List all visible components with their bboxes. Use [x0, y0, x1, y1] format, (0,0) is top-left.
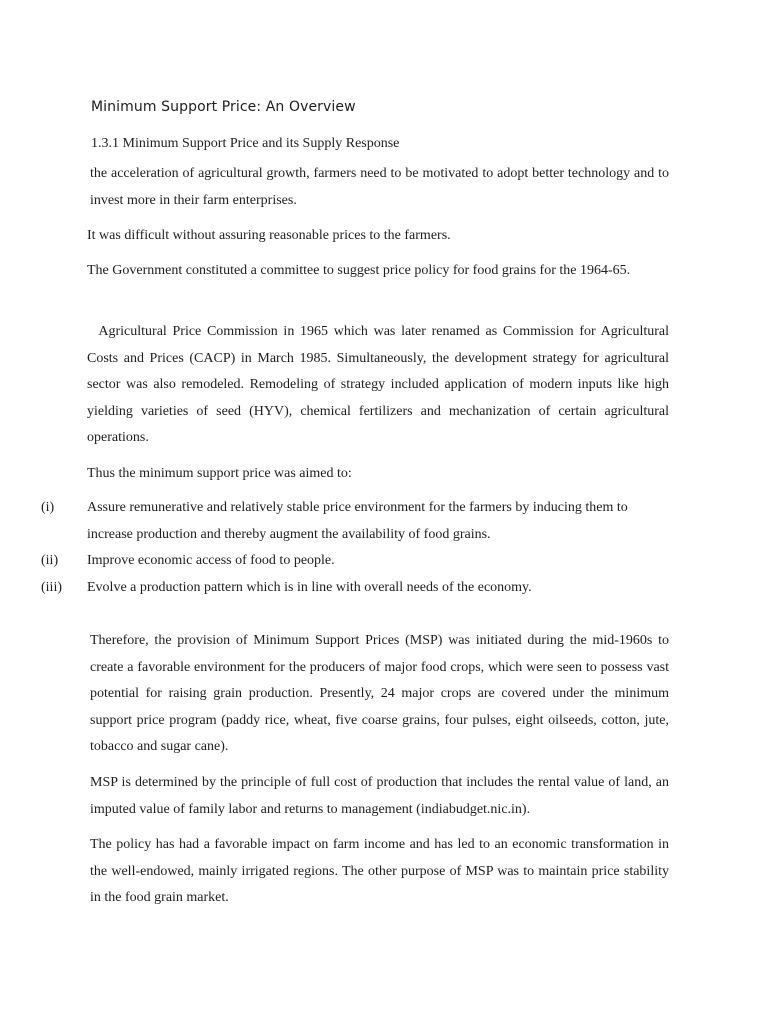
- paragraph-committee: The Government constituted a committee to suggest price policy for food grains for the 1964-65.: [87, 263, 631, 278]
- list-item: [41, 575, 669, 602]
- list-item-text: Improve economic access of food to people.: [87, 553, 335, 568]
- paragraph-msp-determination: MSP is determined by the principle of full cost of production that includes the rental value of land, an imputed value of family labor and returns to management (indiabudget.nic.in).: [90, 775, 669, 817]
- paragraph-aims-intro: Thus the minimum support price was aimed to:: [87, 466, 352, 481]
- list-item-text: Assure remunerative and relatively stable price environment for the farmers by inducing them to increase production and thereby augment the availability of food grains.: [87, 500, 628, 542]
- list-marker: (iii): [41, 579, 62, 595]
- paragraph-policy-impact: The policy has had a favorable impact on farm income and has led to an economic transformation in the well-endowed, mainly irrigated regions. The other purpose of MSP was to maintain price stability in the food grain market.: [90, 837, 669, 905]
- list-marker: (ii): [41, 553, 59, 568]
- document-title: Minimum Support Price: An Overview: [91, 99, 356, 115]
- paragraph-intro: the acceleration of agricultural growth, farmers need to be motivated to adopt better technology and to invest more in their farm enterprises.: [90, 166, 669, 208]
- section-heading: 1.3.1 Minimum Support Price and its Supply Response: [91, 136, 400, 151]
- paragraph-msp-provision: Therefore, the provision of Minimum Support Prices (MSP) was initiated during the mid-1960s to create a favorable environment for the producers of major food crops, which were seen to possess vast potential for raising grain production. Presently, 24 major crops are covered under the minimum support price program (paddy rice, wheat, five coarse grains, four pulses, eight oilseeds, cotton, jute, tobacco and sugar cane).: [90, 633, 669, 754]
- aims-list: [41, 495, 669, 601]
- list-item-text: Evolve a production pattern which is in line with overall needs of the economy.: [87, 579, 532, 595]
- paragraph-reasonable-prices: It was difficult without assuring reasonable prices to the farmers.: [87, 228, 451, 243]
- paragraph-commission: Agricultural Price Commission in 1965 which was later renamed as Commission for Agricultural Costs and Prices (CACP) in March 1985. Simultaneously, the development strategy for agricultural sector was also remodeled. Remodeling of strategy included application of modern inputs like high yielding varieties of seed (HYV), chemical fertilizers and mechanization of certain agricultural operations.: [87, 324, 673, 445]
- list-item: [41, 548, 669, 575]
- list-item: [41, 495, 669, 548]
- list-marker: (i): [41, 500, 55, 515]
